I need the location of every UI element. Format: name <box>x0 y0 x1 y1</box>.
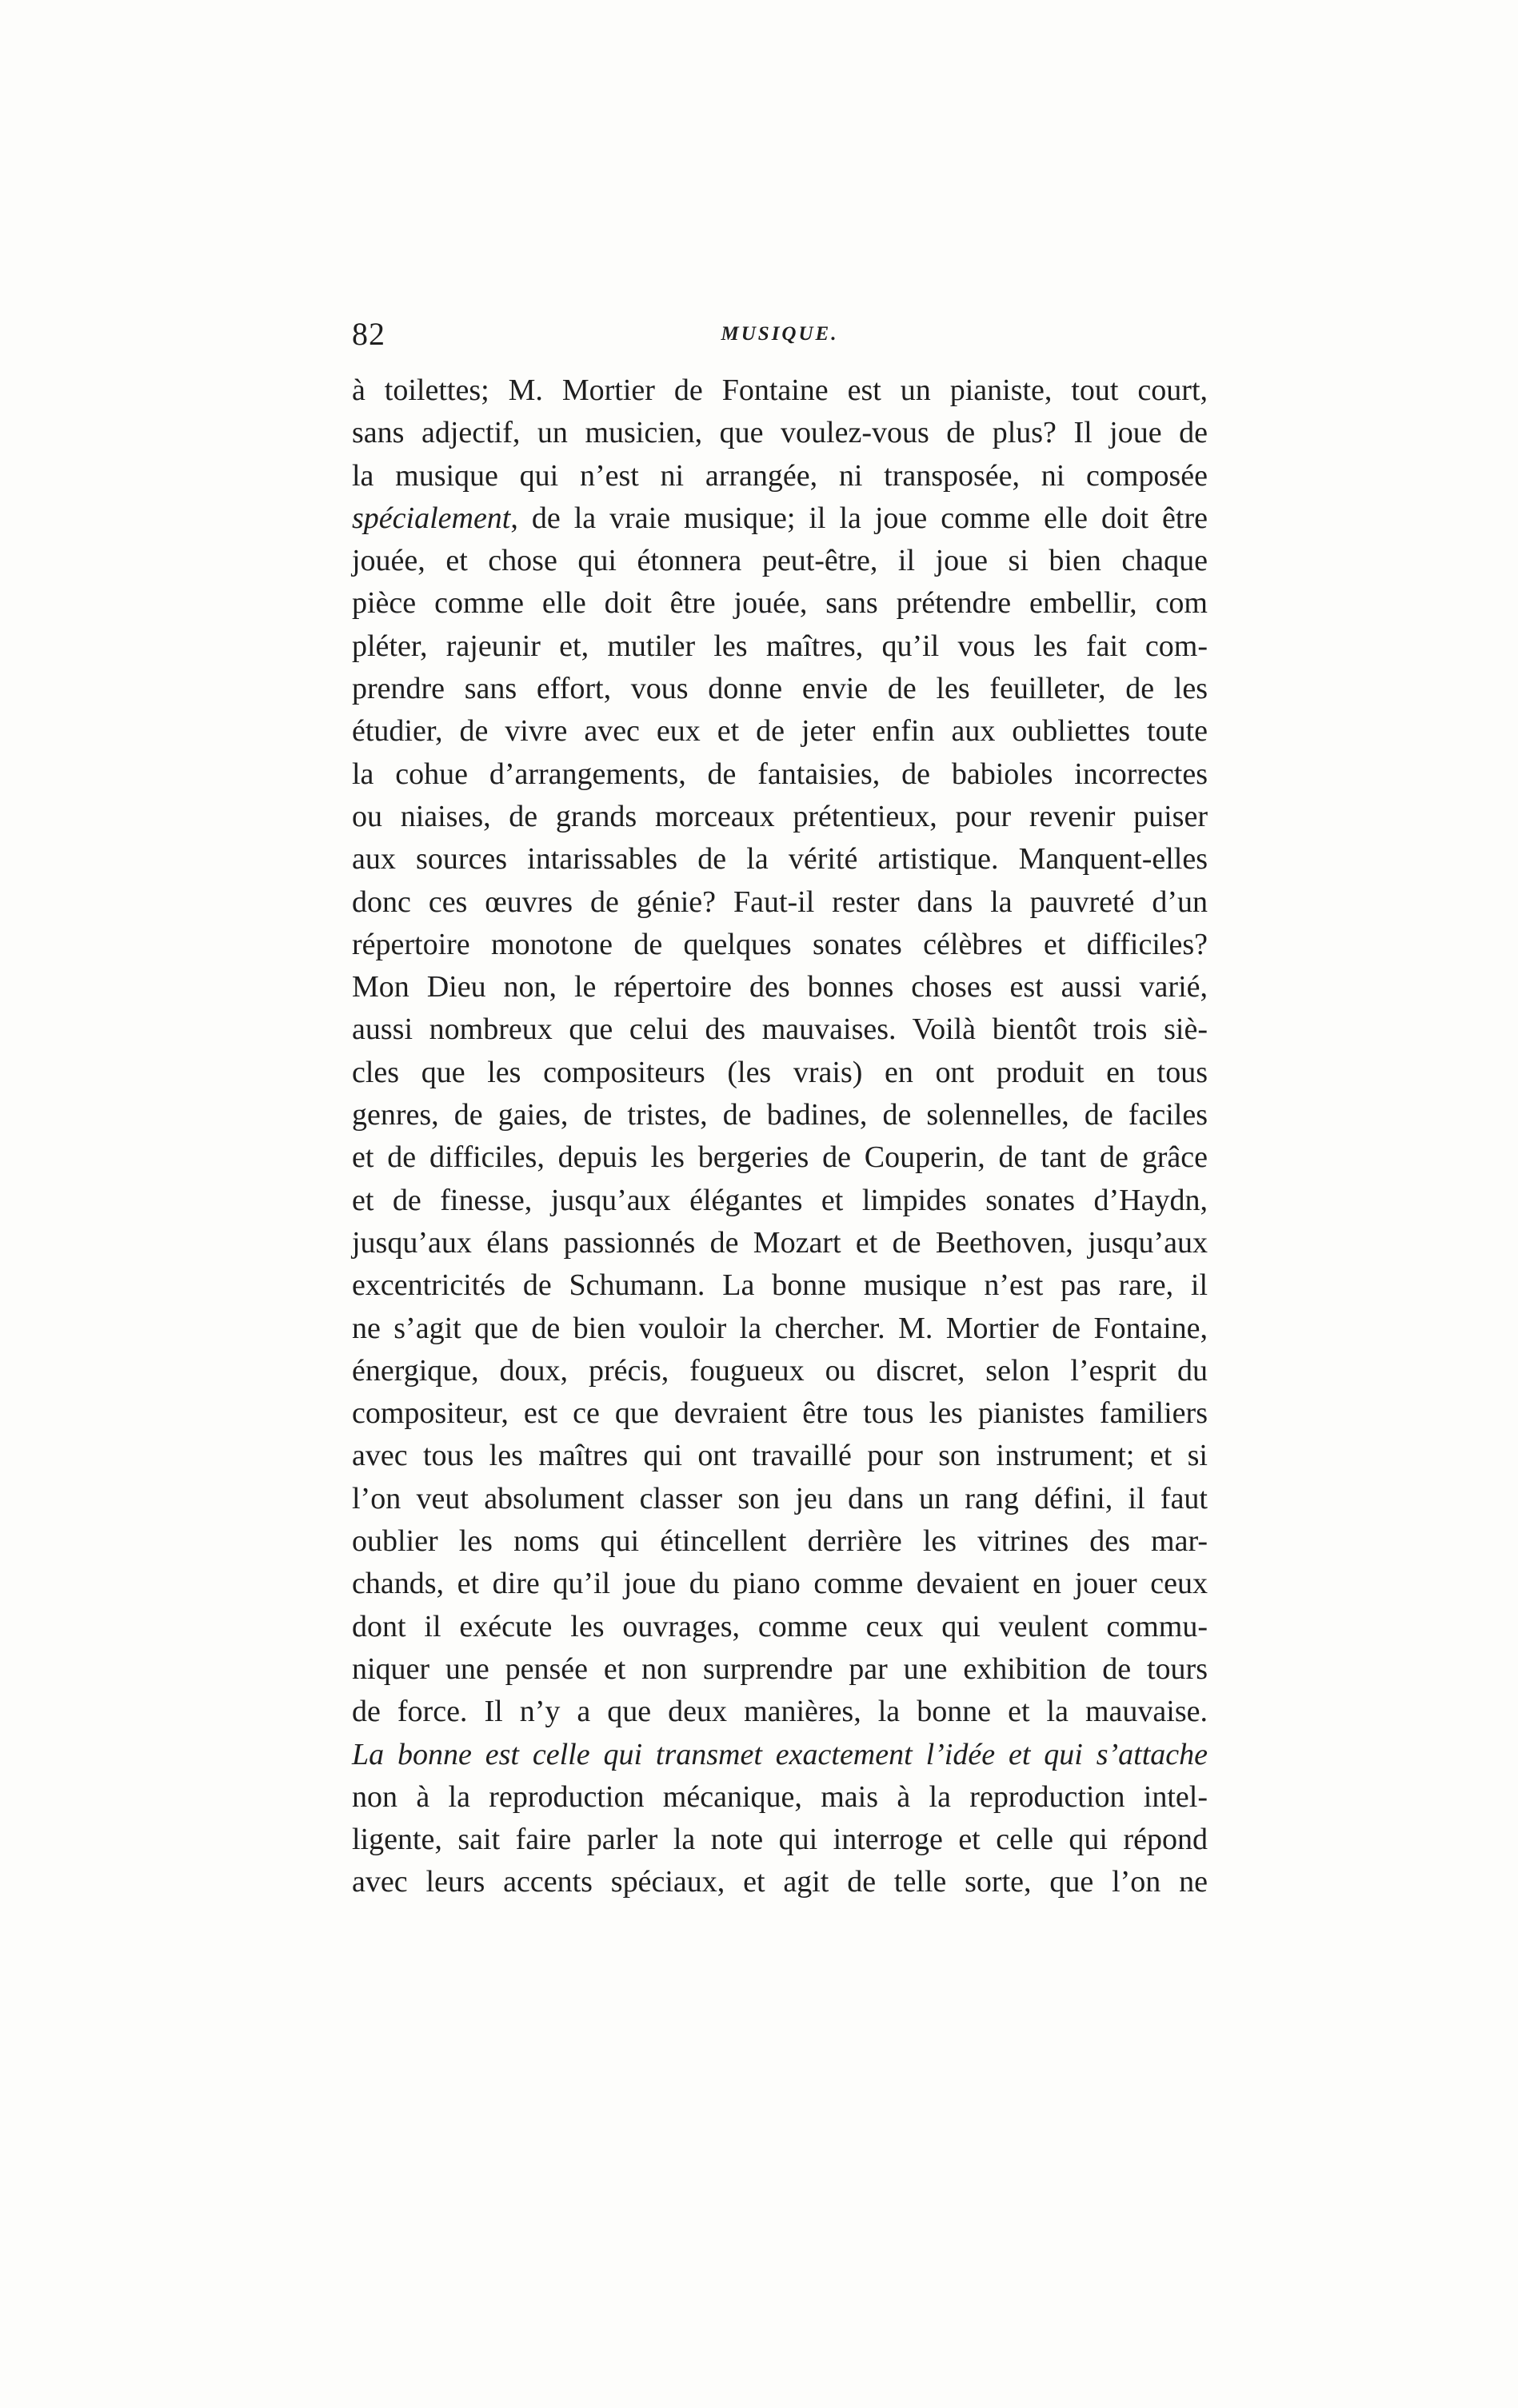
text-line: répertoire monotone de quelques sonates célèbres et difficiles? <box>352 927 1208 961</box>
page-number: 82 <box>352 316 385 352</box>
text-line: et de difficiles, depuis les bergeries de Couperin, de tant de grâce <box>352 1140 1208 1175</box>
text-line: ou niaises, de grands morceaux prétentieux, pour revenir puiser <box>352 799 1208 833</box>
text-line: dont il exécute les ouvrages, comme ceux qui veulent commu- <box>352 1609 1208 1643</box>
text-line: donc ces œuvres de génie? Faut-il rester dans la pauvreté d’un <box>352 885 1208 919</box>
text-line: avec leurs accents spéciaux, et agit de telle sorte, que l’on ne <box>352 1865 1208 1899</box>
text-line: cles que les compositeurs (les vrais) en ont produit en tous <box>352 1055 1208 1089</box>
text-line <box>352 497 1208 540</box>
text-line: chands, et dire qu’il joue du piano comme devaient en jouer ceux <box>352 1567 1208 1601</box>
text-line: sans adjectif, un musicien, que voulez-vous de plus? Il joue de <box>352 416 1208 450</box>
body-text <box>352 369 1208 1904</box>
text-line: niquer une pensée et non surprendre par une exhibition de tours <box>352 1651 1208 1686</box>
text-line: l’on veut absolument classer son jeu dans un rang défini, il faut <box>352 1481 1208 1515</box>
running-title: MUSIQUE. <box>721 323 839 345</box>
text-line: compositeur, est ce que devraient être tous les pianistes familiers <box>352 1396 1208 1431</box>
page-header <box>352 315 1208 363</box>
text-line: Mon Dieu non, le répertoire des bonnes choses est aussi varié, <box>352 970 1208 1004</box>
text-line: et de finesse, jusqu’aux élégantes et limpides sonates d’Haydn, <box>352 1183 1208 1217</box>
text-line: pléter, rajeunir et, mutiler les maîtres, qu’il vous les fait com- <box>352 629 1208 663</box>
text-line: avec tous les maîtres qui ont travaillé pour son instrument; et si <box>352 1439 1208 1473</box>
text-line: aux sources intarissables de la vérité artistique. Manquent-elles <box>352 842 1208 877</box>
text-line: excentricités de Schumann. La bonne musique n’est pas rare, il <box>352 1268 1208 1303</box>
text-line: ne s’agit que de bien vouloir la chercher. M. Mortier de Fontaine, <box>352 1311 1208 1345</box>
text-line: aussi nombreux que celui des mauvaises. Voilà bientôt trois siè- <box>352 1012 1208 1047</box>
text-line: pièce comme elle doit être jouée, sans prétendre embellir, com <box>352 586 1208 621</box>
text-line: ligente, sait faire parler la note qui interroge et celle qui répond <box>352 1823 1208 1857</box>
text-line: oublier les noms qui étincellent derrière les vitrines des mar- <box>352 1524 1208 1559</box>
text-line: non à la reproduction mécanique, mais à la reproduction intel- <box>352 1779 1208 1814</box>
italic-phrase: La bonne est celle qui transmet exactement l’idée et qui s’attache <box>352 1737 1208 1771</box>
text-span: , de la vraie musique; il la joue comme elle doit être <box>510 501 1208 535</box>
italic-word: spécialement <box>352 501 511 535</box>
text-line: la musique qui n’est ni arrangée, ni transposée, ni composée <box>352 458 1208 493</box>
text-line <box>352 1734 1208 1776</box>
text-line: étudier, de vivre avec eux et de jeter enfin aux oubliettes toute <box>352 714 1208 749</box>
text-line: genres, de gaies, de tristes, de badines, de solennelles, de faciles <box>352 1098 1208 1132</box>
text-line: à toilettes; M. Mortier de Fontaine est un pianiste, tout court, <box>352 373 1208 407</box>
text-line: énergique, doux, précis, fougueux ou discret, selon l’esprit du <box>352 1353 1208 1388</box>
text-line: jouée, et chose qui étonnera peut-être, il joue si bien chaque <box>352 544 1208 578</box>
text-line: prendre sans effort, vous donne envie de les feuilleter, de les <box>352 672 1208 706</box>
text-line: de force. Il n’y a que deux manières, la bonne et la mauvaise. <box>352 1695 1208 1729</box>
text-line: la cohue d’arrangements, de fantaisies, de babioles incorrectes <box>352 757 1208 791</box>
text-line: jusqu’aux élans passionnés de Mozart et de Beethoven, jusqu’aux <box>352 1225 1208 1260</box>
